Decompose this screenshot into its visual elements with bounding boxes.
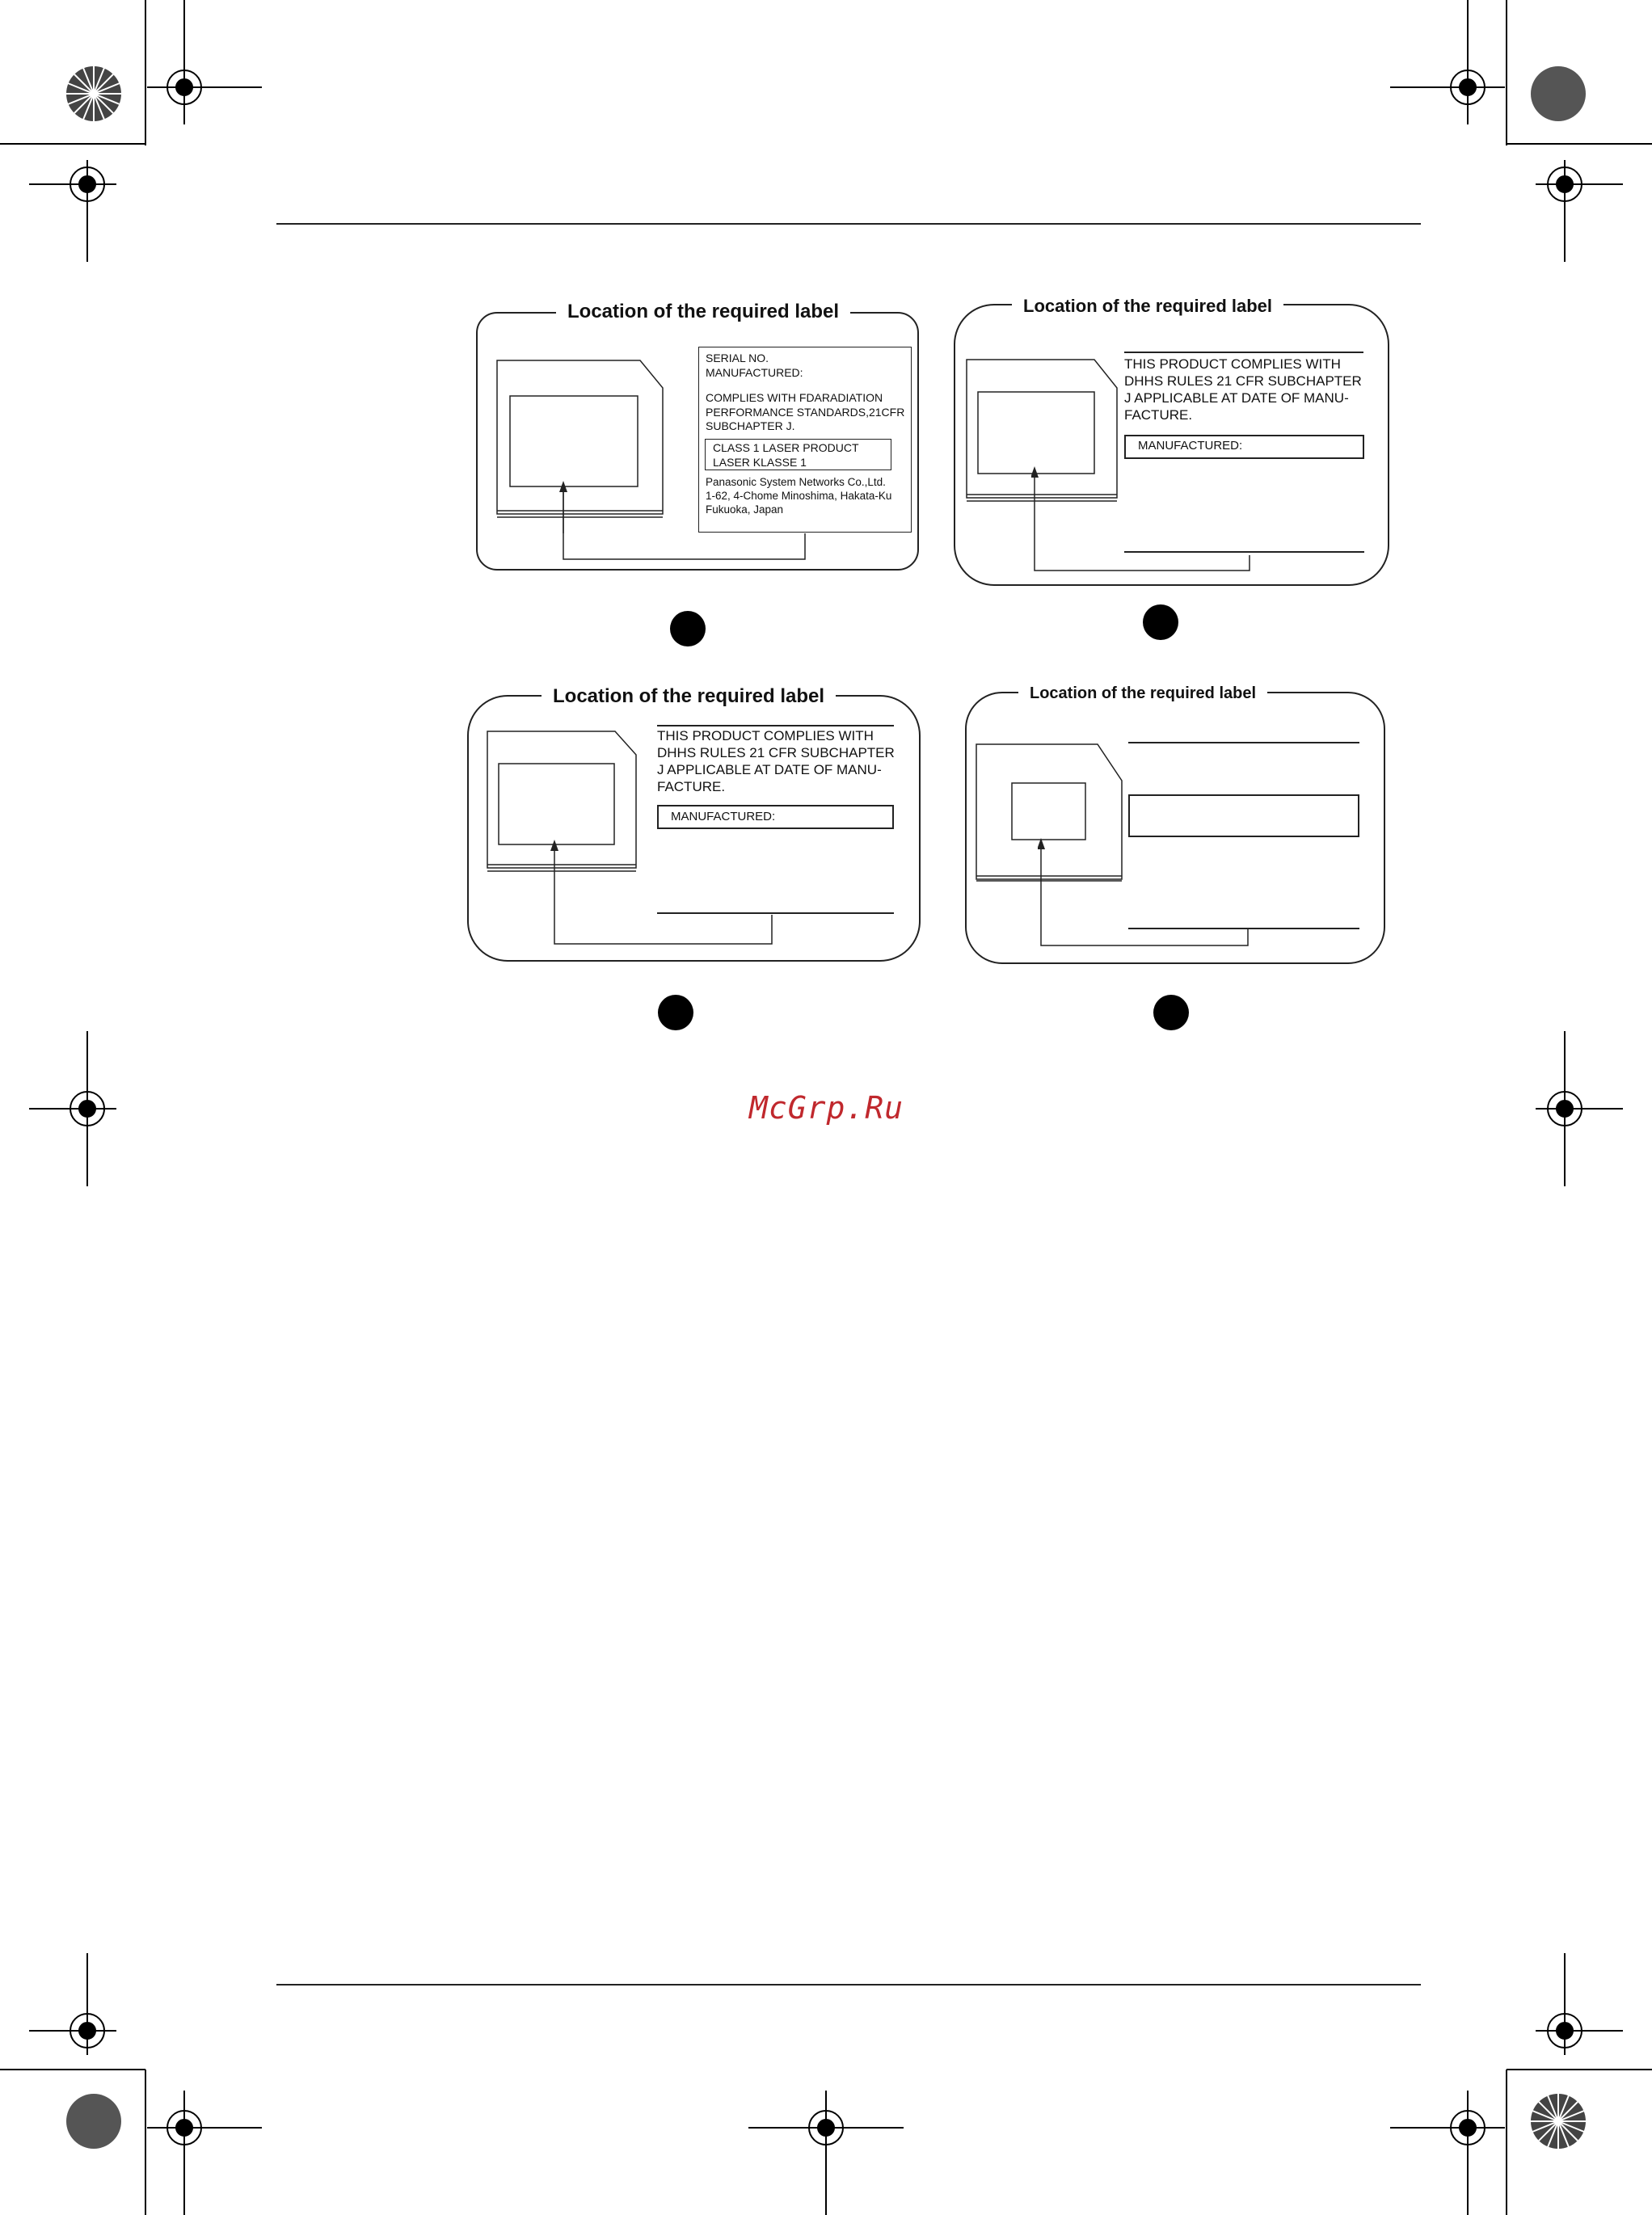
- label-3-text: [657, 728, 895, 796]
- label-3-top-line: [657, 725, 894, 726]
- label-1-line-3: [706, 380, 904, 391]
- label-2-line-4: FACTURE.: [1124, 406, 1193, 423]
- label-1-line-1: SERIAL NO.: [706, 352, 769, 364]
- label-2-line-2: DHHS RULES 21 CFR SUBCHAPTER: [1124, 373, 1362, 389]
- label-3-line-2: DHHS RULES 21 CFR SUBCHAPTER: [657, 744, 895, 760]
- manufacturer-line-1: Panasonic System Networks Co.,Ltd.: [706, 476, 886, 488]
- label-1-line-6: SUBCHAPTER J.: [706, 419, 795, 432]
- panel-3-marker-dot: [658, 995, 693, 1030]
- arrow-connector-3: [550, 836, 793, 949]
- label-1-text: [706, 352, 904, 434]
- label-3-bottom-line: [657, 912, 894, 914]
- panel-2-marker-dot: [1143, 604, 1178, 640]
- label-2-line-3: J APPLICABLE AT DATE OF MANU-: [1124, 390, 1349, 406]
- label-4-bottom-line: [1128, 928, 1359, 929]
- label-1-line-5: PERFORMANCE STANDARDS,21CFR: [706, 405, 905, 419]
- laser-class-line-1: CLASS 1 LASER PRODUCT: [713, 441, 859, 454]
- label-4-blank-box: [1128, 794, 1359, 837]
- label-2-text: [1124, 356, 1362, 424]
- arrow-connector-2: [1031, 462, 1274, 575]
- label-2-bottom-line: [1124, 551, 1364, 553]
- label-3-manufactured: MANUFACTURED:: [671, 810, 776, 823]
- manufacturer-line-2: 1-62, 4-Chome Minoshima, Hakata-Ku: [706, 489, 892, 502]
- label-3-line-1: THIS PRODUCT COMPLIES WITH: [657, 728, 874, 743]
- panel-3-title: Location of the required label: [542, 687, 836, 706]
- panel-1-title: Location of the required label: [556, 302, 850, 322]
- laser-class-line-2: LASER KLASSE 1: [713, 455, 807, 469]
- label-2-manufactured: MANUFACTURED:: [1138, 439, 1243, 453]
- arrow-connector-4: [1038, 834, 1280, 947]
- laser-class-text: [713, 441, 859, 470]
- panel-4-title: Location of the required label: [1018, 685, 1267, 701]
- label-3-line-3: J APPLICABLE AT DATE OF MANU-: [657, 761, 882, 777]
- manufacturer-address: [706, 476, 891, 517]
- label-2-top-line: [1124, 352, 1363, 353]
- manufacturer-line-3: Fukuoka, Japan: [706, 503, 784, 516]
- watermark-text: McGrp.Ru: [749, 1090, 904, 1126]
- label-3-line-4: FACTURE.: [657, 778, 726, 794]
- label-1-line-2: MANUFACTURED:: [706, 365, 803, 379]
- label-4-top-line: [1128, 742, 1359, 743]
- panel-2-title: Location of the required label: [1012, 297, 1283, 315]
- panel-1-marker-dot: [670, 611, 706, 646]
- label-2-line-1: THIS PRODUCT COMPLIES WITH: [1124, 356, 1341, 372]
- label-1-line-4: COMPLIES WITH FDARADIATION: [706, 391, 883, 404]
- panel-4-marker-dot: [1153, 995, 1189, 1030]
